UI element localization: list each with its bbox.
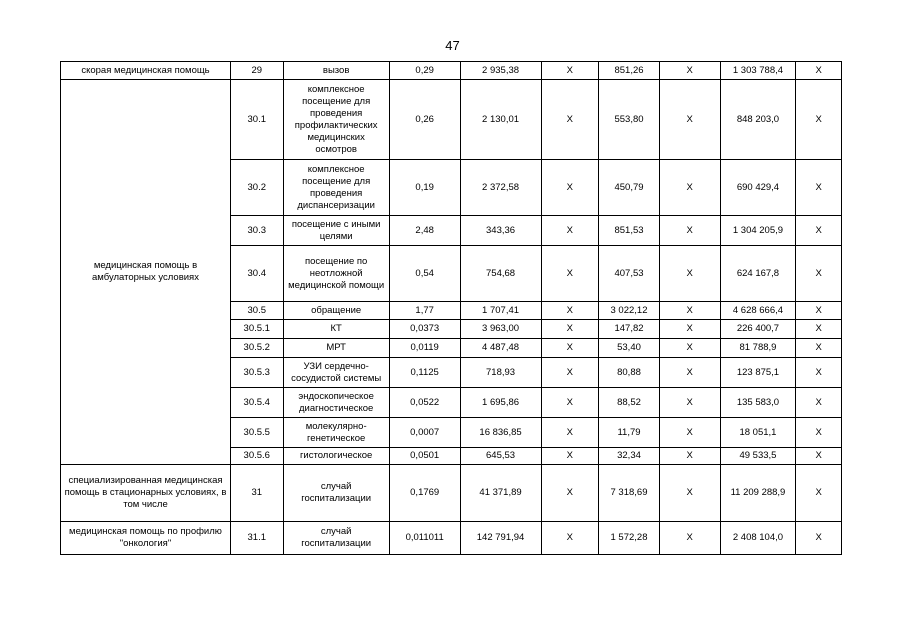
unit-cell: вызов <box>283 62 389 80</box>
cost-cell: 718,93 <box>460 358 541 388</box>
x-cell: Х <box>659 388 720 418</box>
unit-cell: комплексное посещение для проведения профилактических медицинских осмотров <box>283 80 389 160</box>
per-capita-cell: 450,79 <box>599 160 660 216</box>
x-cell: Х <box>541 216 599 246</box>
x-cell: Х <box>796 388 842 418</box>
unit-cell: КТ <box>283 320 389 339</box>
cost-cell: 754,68 <box>460 246 541 302</box>
row-number-cell: 30.2 <box>230 160 283 216</box>
cost-cell: 2 130,01 <box>460 80 541 160</box>
per-capita-cell: 32,34 <box>599 448 660 465</box>
x-cell: Х <box>541 62 599 80</box>
per-capita-cell: 851,53 <box>599 216 660 246</box>
row-number-cell: 30.5.5 <box>230 418 283 448</box>
total-cell: 226 400,7 <box>720 320 796 339</box>
x-cell: Х <box>796 216 842 246</box>
cost-cell: 3 963,00 <box>460 320 541 339</box>
unit-cell: УЗИ сердечно-сосудистой системы <box>283 358 389 388</box>
total-cell: 690 429,4 <box>720 160 796 216</box>
norm-cell: 1,77 <box>389 302 460 320</box>
financing-table <box>60 61 842 555</box>
per-capita-cell: 407,53 <box>599 246 660 302</box>
total-cell: 49 533,5 <box>720 448 796 465</box>
norm-cell: 0,0373 <box>389 320 460 339</box>
x-cell: Х <box>796 358 842 388</box>
unit-cell: эндоскопическое диагностическое <box>283 388 389 418</box>
x-cell: Х <box>659 320 720 339</box>
x-cell: Х <box>796 246 842 302</box>
x-cell: Х <box>659 418 720 448</box>
per-capita-cell: 147,82 <box>599 320 660 339</box>
per-capita-cell: 851,26 <box>599 62 660 80</box>
x-cell: Х <box>541 80 599 160</box>
total-cell: 135 583,0 <box>720 388 796 418</box>
norm-cell: 0,26 <box>389 80 460 160</box>
cost-cell: 2 372,58 <box>460 160 541 216</box>
group-name-cell: медицинская помощь по профилю "онкология" <box>61 522 231 555</box>
per-capita-cell: 553,80 <box>599 80 660 160</box>
row-number-cell: 30.4 <box>230 246 283 302</box>
x-cell: Х <box>659 80 720 160</box>
table-row <box>61 522 842 555</box>
norm-cell: 0,0119 <box>389 339 460 358</box>
per-capita-cell: 11,79 <box>599 418 660 448</box>
x-cell: Х <box>659 448 720 465</box>
norm-cell: 0,1769 <box>389 465 460 522</box>
x-cell: Х <box>541 160 599 216</box>
cost-cell: 16 836,85 <box>460 418 541 448</box>
row-number-cell: 29 <box>230 62 283 80</box>
cost-cell: 1 707,41 <box>460 302 541 320</box>
x-cell: Х <box>659 216 720 246</box>
x-cell: Х <box>659 339 720 358</box>
unit-cell: посещение с иными целями <box>283 216 389 246</box>
x-cell: Х <box>541 358 599 388</box>
unit-cell: гистологическое <box>283 448 389 465</box>
total-cell: 1 304 205,9 <box>720 216 796 246</box>
cost-cell: 41 371,89 <box>460 465 541 522</box>
x-cell: Х <box>659 246 720 302</box>
x-cell: Х <box>659 302 720 320</box>
x-cell: Х <box>541 320 599 339</box>
per-capita-cell: 88,52 <box>599 388 660 418</box>
x-cell: Х <box>541 522 599 555</box>
unit-cell: комплексное посещение для проведения диспансеризации <box>283 160 389 216</box>
group-name-cell: специализированная медицинская помощь в стационарных условиях, в том числе <box>61 465 231 522</box>
x-cell: Х <box>659 160 720 216</box>
x-cell: Х <box>541 388 599 418</box>
norm-cell: 0,0522 <box>389 388 460 418</box>
cost-cell: 343,36 <box>460 216 541 246</box>
x-cell: Х <box>796 448 842 465</box>
row-number-cell: 30.5.4 <box>230 388 283 418</box>
total-cell: 2 408 104,0 <box>720 522 796 555</box>
x-cell: Х <box>659 522 720 555</box>
per-capita-cell: 1 572,28 <box>599 522 660 555</box>
row-number-cell: 31.1 <box>230 522 283 555</box>
cost-cell: 142 791,94 <box>460 522 541 555</box>
page-number: 47 <box>445 38 460 53</box>
x-cell: Х <box>541 448 599 465</box>
total-cell: 1 303 788,4 <box>720 62 796 80</box>
unit-cell: обращение <box>283 302 389 320</box>
per-capita-cell: 3 022,12 <box>599 302 660 320</box>
x-cell: Х <box>541 339 599 358</box>
x-cell: Х <box>659 358 720 388</box>
x-cell: Х <box>541 246 599 302</box>
per-capita-cell: 53,40 <box>599 339 660 358</box>
cost-cell: 1 695,86 <box>460 388 541 418</box>
total-cell: 11 209 288,9 <box>720 465 796 522</box>
unit-cell: случай госпитализации <box>283 522 389 555</box>
norm-cell: 0,54 <box>389 246 460 302</box>
unit-cell: молекулярно-генетическое <box>283 418 389 448</box>
total-cell: 18 051,1 <box>720 418 796 448</box>
table-row <box>61 465 842 522</box>
x-cell: Х <box>796 160 842 216</box>
per-capita-cell: 7 318,69 <box>599 465 660 522</box>
x-cell: Х <box>796 62 842 80</box>
group-name-cell: скорая медицинская помощь <box>61 62 231 80</box>
x-cell: Х <box>796 465 842 522</box>
unit-cell: случай госпитализации <box>283 465 389 522</box>
norm-cell: 0,29 <box>389 62 460 80</box>
cost-cell: 645,53 <box>460 448 541 465</box>
row-number-cell: 30.3 <box>230 216 283 246</box>
norm-cell: 0,0501 <box>389 448 460 465</box>
unit-cell: посещение по неотложной медицинской помощи <box>283 246 389 302</box>
cost-cell: 4 487,48 <box>460 339 541 358</box>
norm-cell: 0,0007 <box>389 418 460 448</box>
norm-cell: 2,48 <box>389 216 460 246</box>
norm-cell: 0,1125 <box>389 358 460 388</box>
x-cell: Х <box>796 418 842 448</box>
per-capita-cell: 80,88 <box>599 358 660 388</box>
row-number-cell: 31 <box>230 465 283 522</box>
x-cell: Х <box>541 418 599 448</box>
x-cell: Х <box>796 320 842 339</box>
cost-cell: 2 935,38 <box>460 62 541 80</box>
x-cell: Х <box>541 302 599 320</box>
row-number-cell: 30.1 <box>230 80 283 160</box>
total-cell: 848 203,0 <box>720 80 796 160</box>
total-cell: 81 788,9 <box>720 339 796 358</box>
total-cell: 123 875,1 <box>720 358 796 388</box>
x-cell: Х <box>796 339 842 358</box>
unit-cell: МРТ <box>283 339 389 358</box>
x-cell: Х <box>796 80 842 160</box>
group-name-cell: медицинская помощь в амбулаторных условиях <box>61 80 231 465</box>
x-cell: Х <box>659 62 720 80</box>
norm-cell: 0,011011 <box>389 522 460 555</box>
table-row <box>61 62 842 80</box>
total-cell: 624 167,8 <box>720 246 796 302</box>
total-cell: 4 628 666,4 <box>720 302 796 320</box>
x-cell: Х <box>541 465 599 522</box>
x-cell: Х <box>796 522 842 555</box>
row-number-cell: 30.5 <box>230 302 283 320</box>
x-cell: Х <box>796 302 842 320</box>
table-row <box>61 80 842 160</box>
row-number-cell: 30.5.1 <box>230 320 283 339</box>
row-number-cell: 30.5.3 <box>230 358 283 388</box>
norm-cell: 0,19 <box>389 160 460 216</box>
row-number-cell: 30.5.6 <box>230 448 283 465</box>
row-number-cell: 30.5.2 <box>230 339 283 358</box>
x-cell: Х <box>659 465 720 522</box>
